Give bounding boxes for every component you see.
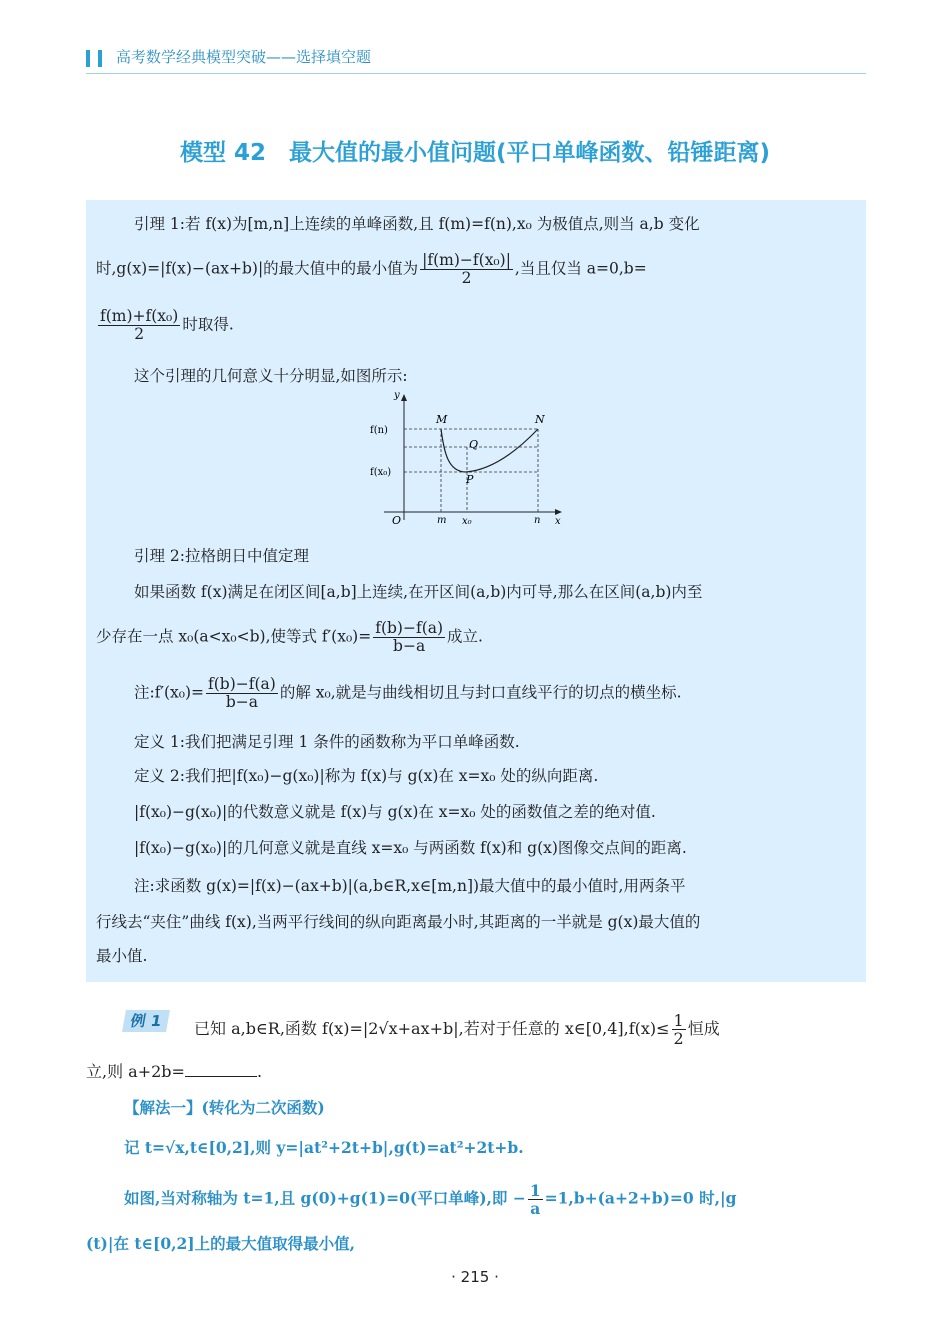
numerator: f(m)+f(x₀) xyxy=(100,307,179,325)
lemma-figure xyxy=(370,390,576,532)
text: ,当且仅当 a=0,b= xyxy=(514,259,647,278)
fig-origin-label: O xyxy=(392,514,402,527)
denominator: b−a xyxy=(225,693,258,711)
denominator: 2 xyxy=(673,1029,684,1048)
page-number: · 215 · xyxy=(451,1268,499,1286)
denominator: 2 xyxy=(134,325,145,343)
definition-2: 定义 2:我们把|f(x₀)−g(x₀)|称为 f(x)与 g(x)在 x=x₀ 处的纵向距离. xyxy=(134,767,599,785)
text: 恒成 xyxy=(687,1019,720,1038)
note2-line1: 注:求函数 g(x)=|f(x)−(ax+b)|(a,b∈R,x∈[m,n])最大值中的最小值时,用两条平 xyxy=(134,877,686,895)
lemma2-line1: 如果函数 f(x)满足在闭区间[a,b]上连续,在开区间(a,b)内可导,那么在区间(a,b)内至 xyxy=(134,583,703,601)
fig-fn-label: f(n) xyxy=(370,425,388,436)
fraction xyxy=(672,1012,686,1047)
fig-point-M: M xyxy=(436,413,448,426)
numerator: |f(m)−f(x₀)| xyxy=(422,251,511,269)
header-divider xyxy=(86,73,866,74)
solution-line2 xyxy=(124,1182,736,1217)
definition-4: |f(x₀)−g(x₀)|的几何意义就是直线 x=x₀ 与两函数 f(x)和 g(x)图像交点间的距离. xyxy=(134,839,687,857)
fraction xyxy=(528,1182,543,1217)
fraction xyxy=(206,676,278,711)
book-title: 高考数学经典模型突破——选择填空题 xyxy=(116,48,372,66)
fig-point-P: P xyxy=(466,473,474,486)
fraction xyxy=(420,252,513,287)
running-header xyxy=(86,46,866,76)
fig-x-label: x xyxy=(555,516,561,527)
header-bar-icon xyxy=(86,50,90,67)
denominator: a xyxy=(530,1199,541,1218)
text: 时,g(x)=|f(x)−(ax+b)|的最大值中的最小值为 xyxy=(96,259,419,278)
text: 立,则 a+2b= xyxy=(86,1062,185,1081)
numerator: 1 xyxy=(673,1011,684,1030)
fig-y-label: y xyxy=(394,390,400,401)
fig-n-label: n xyxy=(534,515,541,526)
text: 成立. xyxy=(447,627,483,646)
text: 少存在一点 x₀(a<x₀<b),使等式 f′(x₀)= xyxy=(96,627,372,646)
text: 的解 x₀,就是与曲线相切且与封口直线平行的切点的横坐标. xyxy=(279,683,682,702)
header-bar-icon xyxy=(98,50,102,67)
text: . xyxy=(256,1062,263,1081)
text: 时取得. xyxy=(182,315,234,334)
fig-x0-label: x₀ xyxy=(462,516,472,527)
example-question-line2 xyxy=(86,1060,262,1082)
definition-1: 定义 1:我们把满足引理 1 条件的函数称为平口单峰函数. xyxy=(134,733,520,751)
note1 xyxy=(134,676,682,711)
model-title: 模型 42 最大值的最小值问题(平口单峰函数、铅锤距离) xyxy=(179,140,771,166)
fig-m-label: m xyxy=(437,515,447,526)
lemma1-line4: 这个引理的几何意义十分明显,如图所示: xyxy=(134,367,408,385)
denominator: b−a xyxy=(393,637,426,655)
note2-line2: 行线去“夹住”曲线 f(x),当两平行线间的纵向距离最小时,其距离的一半就是 g(x)最大值的 xyxy=(96,913,701,931)
lemma-box xyxy=(86,200,866,982)
fig-point-Q: Q xyxy=(469,438,479,451)
definition-3: |f(x₀)−g(x₀)|的代数意义就是 f(x)与 g(x)在 x=x₀ 处的函数值之差的绝对值. xyxy=(134,803,656,821)
lemma1-line3 xyxy=(96,308,234,343)
example-label: 例 1 xyxy=(122,1010,170,1032)
fraction xyxy=(373,620,445,655)
fig-point-N: N xyxy=(535,413,545,426)
solution-line1: 记 t=√x,t∈[0,2],则 y=|at²+2t+b|,g(t)=at²+2t+b. xyxy=(124,1138,524,1157)
lemma1-line1: 引理 1:若 f(x)为[m,n]上连续的单峰函数,且 f(m)=f(n),x₀ 为极值点,则当 a,b 变化 xyxy=(134,215,700,233)
answer-blank xyxy=(185,1060,257,1077)
numerator: f(b)−f(a) xyxy=(375,619,444,637)
text: 注:f′(x₀)= xyxy=(134,683,205,702)
fig-fx0-label: f(x₀) xyxy=(370,467,392,478)
lemma2-title: 引理 2:拉格朗日中值定理 xyxy=(134,547,310,565)
example-question-line1 xyxy=(194,1012,720,1047)
denominator: 2 xyxy=(461,269,472,287)
solution-line3: (t)|在 t∈[0,2]上的最大值取得最小值, xyxy=(86,1234,356,1253)
text: 如图,当对称轴为 t=1,且 g(0)+g(1)=0(平口单峰),即 − xyxy=(124,1188,526,1208)
fraction xyxy=(98,308,180,343)
text: =1,b+(a+2+b)=0 时,|g xyxy=(544,1188,737,1208)
numerator: f(b)−f(a) xyxy=(208,675,276,693)
solution-title: 【解法一】(转化为二次函数) xyxy=(124,1098,325,1117)
note2-line3: 最小值. xyxy=(96,947,148,965)
text: 已知 a,b∈R,函数 f(x)=|2√x+ax+b|,若对于任意的 x∈[0,4],f(x)≤ xyxy=(194,1019,670,1038)
lemma1-line2 xyxy=(96,252,647,287)
numerator: 1 xyxy=(529,1181,541,1200)
lemma2-line2 xyxy=(96,620,483,655)
